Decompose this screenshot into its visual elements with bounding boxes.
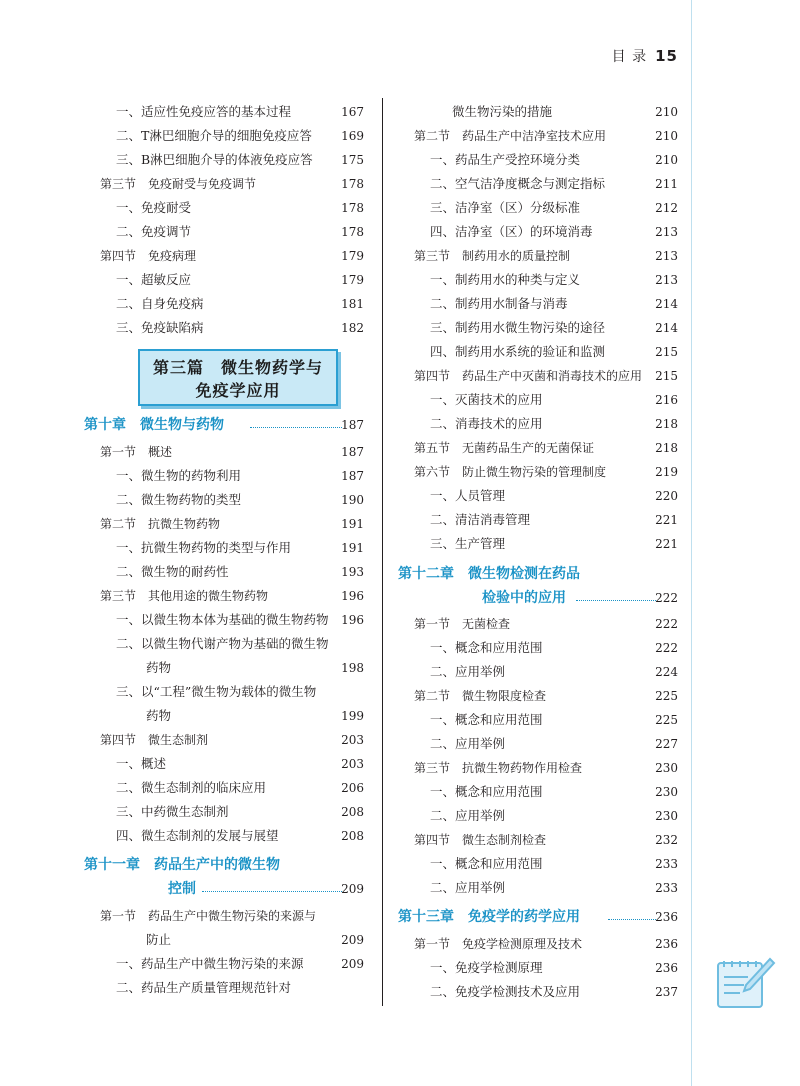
toc-entry-text: 药物 bbox=[146, 708, 172, 723]
running-header bbox=[612, 46, 678, 66]
toc-item-row[interactable] bbox=[414, 100, 678, 124]
toc-page-number: 210 bbox=[655, 105, 678, 119]
toc-item-row[interactable] bbox=[100, 680, 364, 704]
dot-leader bbox=[250, 427, 342, 428]
toc-entry-text: 三、免疫缺陷病 bbox=[116, 320, 204, 335]
toc-item-row[interactable] bbox=[414, 660, 678, 684]
toc-page-number: 193 bbox=[341, 565, 364, 579]
toc-section-row[interactable] bbox=[100, 584, 364, 608]
part-title-line2: 免疫学应用 bbox=[195, 381, 281, 400]
toc-item-row[interactable] bbox=[414, 172, 678, 196]
toc-entry-text: 二、应用举例 bbox=[430, 664, 506, 679]
toc-entry-text: 第二节 药品生产中洁净室技术应用 bbox=[414, 129, 607, 143]
toc-entry-text: 三、中药微生态制剂 bbox=[116, 804, 229, 819]
toc-entry-text: 第三节 制药用水的质量控制 bbox=[414, 249, 571, 263]
toc-item-row[interactable] bbox=[414, 956, 678, 980]
toc-page-number: 175 bbox=[341, 153, 364, 167]
dot-leader bbox=[576, 600, 656, 601]
toc-item-row[interactable] bbox=[100, 776, 364, 800]
toc-entry-text: 二、空气洁净度概念与测定指标 bbox=[430, 176, 606, 191]
toc-page-number: 191 bbox=[341, 541, 364, 555]
toc-entry-text: 第三节 抗微生物药物作用检查 bbox=[414, 761, 583, 775]
toc-entry-text: 二、清洁消毒管理 bbox=[430, 512, 531, 527]
toc-entry-text: 二、应用举例 bbox=[430, 736, 506, 751]
toc-entry-text: 第二节 抗微生物药物 bbox=[100, 517, 221, 531]
chapter-11-entry-line1[interactable] bbox=[84, 852, 364, 878]
toc-page-number: 182 bbox=[341, 321, 364, 335]
toc-section-row[interactable] bbox=[414, 828, 678, 852]
toc-page-number: 227 bbox=[655, 737, 678, 751]
chapter-13-title: 第十三章 免疫学的药学应用 bbox=[398, 909, 580, 925]
margin-rule bbox=[691, 0, 692, 1086]
toc-section-row[interactable] bbox=[414, 124, 678, 148]
toc-entry-text: 二、自身免疫病 bbox=[116, 296, 204, 311]
toc-item-row[interactable] bbox=[100, 752, 364, 776]
toc-section-row[interactable] bbox=[414, 244, 678, 268]
toc-entry-text: 第四节 微生态制剂 bbox=[100, 733, 209, 747]
toc-entry-text: 一、制药用水的种类与定义 bbox=[430, 272, 581, 287]
toc-entry-text: 三、生产管理 bbox=[430, 536, 506, 551]
toc-page-number: 225 bbox=[655, 689, 678, 703]
toc-entry-text: 二、T淋巴细胞介导的细胞免疫应答 bbox=[116, 128, 312, 143]
toc-entry-text: 第四节 免疫病理 bbox=[100, 249, 197, 263]
part-three-box bbox=[138, 349, 338, 406]
toc-entry-text: 一、免疫学检测原理 bbox=[430, 960, 543, 975]
toc-item-row[interactable] bbox=[100, 100, 364, 124]
toc-entry-text: 一、概念和应用范围 bbox=[430, 712, 543, 727]
toc-section-row[interactable] bbox=[100, 244, 364, 268]
toc-page-number: 211 bbox=[655, 177, 678, 191]
toc-item-row[interactable] bbox=[100, 632, 364, 656]
toc-section-row[interactable] bbox=[414, 436, 678, 460]
toc-page-number: 225 bbox=[655, 713, 678, 727]
chapter-11-entry-line2[interactable] bbox=[84, 876, 364, 902]
toc-entry-text: 三、洁净室（区）分级标准 bbox=[430, 200, 581, 215]
part-title-line1: 第三篇 微生物药学与 bbox=[152, 358, 323, 377]
toc-page-number: 196 bbox=[341, 613, 364, 627]
toc-section-row[interactable] bbox=[414, 460, 678, 484]
toc-entry-text: 二、药品生产质量管理规范针对 bbox=[116, 980, 292, 995]
toc-item-row[interactable] bbox=[100, 704, 364, 728]
toc-entry-text: 第四节 药品生产中灭菌和消毒技术的应用 bbox=[414, 369, 643, 383]
toc-item-row[interactable] bbox=[100, 488, 364, 512]
chapter-11-title-line2: 控制 bbox=[168, 881, 196, 897]
chapter-12-page: 222 bbox=[655, 591, 678, 605]
toc-item-row[interactable] bbox=[414, 804, 678, 828]
dot-leader bbox=[202, 891, 342, 892]
toc-entry-text: 第四节 微生态制剂检查 bbox=[414, 833, 547, 847]
toc-item-row[interactable] bbox=[100, 124, 364, 148]
toc-page-number: 230 bbox=[655, 785, 678, 799]
toc-item-row[interactable] bbox=[100, 220, 364, 244]
toc-entry-text: 二、制药用水制备与消毒 bbox=[430, 296, 568, 311]
toc-entry-text: 三、制药用水微生物污染的途径 bbox=[430, 320, 606, 335]
chapter-10-title: 第十章 微生物与药物 bbox=[84, 417, 224, 433]
toc-item-row[interactable] bbox=[414, 388, 678, 412]
toc-item-row[interactable] bbox=[414, 220, 678, 244]
toc-page-number: 215 bbox=[655, 345, 678, 359]
toc-entry-text: 一、以微生物本体为基础的微生物药物 bbox=[116, 612, 329, 627]
toc-page-number: 190 bbox=[341, 493, 364, 507]
toc-item-row[interactable] bbox=[414, 340, 678, 364]
toc-section-row[interactable] bbox=[414, 364, 678, 388]
toc-section-row[interactable] bbox=[414, 756, 678, 780]
toc-item-row[interactable] bbox=[414, 412, 678, 436]
toc-entry-text: 二、消毒技术的应用 bbox=[430, 416, 543, 431]
toc-page-number: 212 bbox=[655, 201, 678, 215]
toc-entry-text: 一、概述 bbox=[116, 756, 167, 771]
toc-entry-text: 第六节 防止微生物污染的管理制度 bbox=[414, 465, 607, 479]
toc-section-row[interactable] bbox=[100, 728, 364, 752]
toc-item-row[interactable] bbox=[100, 464, 364, 488]
toc-item-row[interactable] bbox=[100, 800, 364, 824]
toc-item-row[interactable] bbox=[100, 952, 364, 976]
toc-page-number: 187 bbox=[341, 469, 364, 483]
toc-section-row[interactable] bbox=[100, 904, 364, 928]
header-label: 目 录 bbox=[611, 49, 648, 65]
toc-item-row[interactable] bbox=[414, 268, 678, 292]
toc-page-number: 224 bbox=[655, 665, 678, 679]
toc-entry-text: 药物 bbox=[146, 660, 172, 675]
toc-page-number: 230 bbox=[655, 809, 678, 823]
toc-section-row[interactable] bbox=[100, 512, 364, 536]
toc-entry-text: 第一节 免疫学检测原理及技术 bbox=[414, 937, 583, 951]
toc-item-row[interactable] bbox=[100, 976, 364, 1000]
toc-entry-text: 第一节 概述 bbox=[100, 445, 173, 459]
toc-entry-text: 三、B淋巴细胞介导的体液免疫应答 bbox=[116, 152, 313, 167]
toc-item-row[interactable] bbox=[100, 824, 364, 848]
dot-leader bbox=[608, 919, 656, 920]
toc-entry-text: 一、药品生产中微生物污染的来源 bbox=[116, 956, 304, 971]
toc-item-row[interactable] bbox=[100, 656, 364, 680]
toc-item-row[interactable] bbox=[100, 316, 364, 340]
toc-page-number: 221 bbox=[655, 537, 678, 551]
toc-page-number: 236 bbox=[655, 961, 678, 975]
toc-page-number: 214 bbox=[655, 297, 678, 311]
toc-entry-text: 二、微生物药物的类型 bbox=[116, 492, 242, 507]
toc-item-row[interactable] bbox=[100, 536, 364, 560]
toc-page-number: 213 bbox=[655, 249, 678, 263]
toc-entry-text: 第二节 微生物限度检查 bbox=[414, 689, 547, 703]
toc-page-number: 233 bbox=[655, 857, 678, 871]
toc-page-number: 178 bbox=[341, 225, 364, 239]
toc-page-number: 203 bbox=[341, 757, 364, 771]
toc-page-number: 210 bbox=[655, 129, 678, 143]
toc-entry-text: 一、灭菌技术的应用 bbox=[430, 392, 543, 407]
toc-entry-text: 第三节 免疫耐受与免疫调节 bbox=[100, 177, 257, 191]
toc-entry-text: 一、药品生产受控环境分类 bbox=[430, 152, 581, 167]
toc-entry-text: 二、免疫学检测技术及应用 bbox=[430, 984, 581, 999]
toc-page-number: 196 bbox=[341, 589, 364, 603]
toc-entry-text: 二、微生态制剂的临床应用 bbox=[116, 780, 267, 795]
toc-page-number: 209 bbox=[341, 933, 364, 947]
toc-page-number: 178 bbox=[341, 201, 364, 215]
toc-item-row[interactable] bbox=[414, 484, 678, 508]
toc-entry-text: 防止 bbox=[146, 932, 172, 947]
toc-section-row[interactable] bbox=[100, 440, 364, 464]
toc-item-row[interactable] bbox=[414, 852, 678, 876]
toc-item-row[interactable] bbox=[414, 980, 678, 1004]
toc-page-number: 236 bbox=[655, 937, 678, 951]
toc-item-row[interactable] bbox=[414, 532, 678, 556]
toc-entry-text: 二、免疫调节 bbox=[116, 224, 192, 239]
toc-page-number: 198 bbox=[341, 661, 364, 675]
toc-entry-text: 二、微生物的耐药性 bbox=[116, 564, 229, 579]
toc-page-number: 169 bbox=[341, 129, 364, 143]
toc-page-number: 199 bbox=[341, 709, 364, 723]
toc-page-number: 178 bbox=[341, 177, 364, 191]
toc-page-number: 220 bbox=[655, 489, 678, 503]
chapter-13-page: 236 bbox=[655, 910, 678, 924]
toc-page-number: 222 bbox=[655, 617, 678, 631]
toc-section-row[interactable] bbox=[414, 932, 678, 956]
chapter-10-entry[interactable] bbox=[84, 412, 364, 438]
toc-entry-text: 第一节 药品生产中微生物污染的来源与 bbox=[100, 909, 317, 923]
toc-entry-text: 第三节 其他用途的微生物药物 bbox=[100, 589, 269, 603]
toc-entry-text: 二、应用举例 bbox=[430, 808, 506, 823]
toc-page-number: 222 bbox=[655, 641, 678, 655]
toc-item-row[interactable] bbox=[100, 560, 364, 584]
toc-entry-text: 四、洁净室（区）的环境消毒 bbox=[430, 224, 593, 239]
toc-page-number: 221 bbox=[655, 513, 678, 527]
toc-page-number: 187 bbox=[341, 445, 364, 459]
toc-item-row[interactable] bbox=[100, 928, 364, 952]
toc-section-row[interactable] bbox=[414, 612, 678, 636]
toc-item-row[interactable] bbox=[414, 196, 678, 220]
toc-entry-text: 三、以“工程”微生物为载体的微生物 bbox=[116, 684, 317, 699]
toc-page-number: 233 bbox=[655, 881, 678, 895]
toc-item-row[interactable] bbox=[414, 148, 678, 172]
chapter-12-entry-line2[interactable] bbox=[398, 585, 678, 611]
toc-page-number: 216 bbox=[655, 393, 678, 407]
toc-entry-text: 一、概念和应用范围 bbox=[430, 784, 543, 799]
toc-entry-text: 四、制药用水系统的验证和监测 bbox=[430, 344, 606, 359]
toc-section-row[interactable] bbox=[100, 172, 364, 196]
toc-item-row[interactable] bbox=[100, 268, 364, 292]
toc-entry-text: 第五节 无菌药品生产的无菌保证 bbox=[414, 441, 595, 455]
toc-entry-text: 一、概念和应用范围 bbox=[430, 640, 543, 655]
header-page-number: 15 bbox=[655, 47, 678, 65]
toc-page-number: 209 bbox=[341, 957, 364, 971]
notebook-pencil-icon bbox=[714, 955, 776, 1011]
toc-item-row[interactable] bbox=[100, 196, 364, 220]
toc-page-number: 232 bbox=[655, 833, 678, 847]
toc-page-number: 218 bbox=[655, 441, 678, 455]
chapter-11-title-line1: 第十一章 药品生产中的微生物 bbox=[84, 857, 280, 873]
toc-item-row[interactable] bbox=[100, 148, 364, 172]
chapter-12-title-line1: 第十二章 微生物检测在药品 bbox=[398, 566, 580, 582]
chapter-13-entry[interactable] bbox=[398, 904, 678, 930]
column-divider bbox=[382, 98, 383, 1006]
toc-page-number: 219 bbox=[655, 465, 678, 479]
toc-page-number: 181 bbox=[341, 297, 364, 311]
toc-entry-text: 一、抗微生物药物的类型与作用 bbox=[116, 540, 292, 555]
toc-page-number: 191 bbox=[341, 517, 364, 531]
toc-page-number: 213 bbox=[655, 273, 678, 287]
toc-page-number: 203 bbox=[341, 733, 364, 747]
toc-entry-text: 一、超敏反应 bbox=[116, 272, 192, 287]
toc-entry-text: 二、应用举例 bbox=[430, 880, 506, 895]
toc-item-row[interactable] bbox=[100, 292, 364, 316]
toc-entry-text: 一、免疫耐受 bbox=[116, 200, 192, 215]
toc-entry-text: 一、概念和应用范围 bbox=[430, 856, 543, 871]
toc-item-row[interactable] bbox=[414, 876, 678, 900]
toc-entry-text: 微生物污染的措施 bbox=[452, 104, 553, 119]
toc-page-number: 230 bbox=[655, 761, 678, 775]
chapter-12-entry-line1[interactable] bbox=[398, 561, 678, 587]
chapter-10-page: 187 bbox=[341, 418, 364, 432]
toc-item-row[interactable] bbox=[414, 508, 678, 532]
toc-item-row[interactable] bbox=[414, 636, 678, 660]
toc-entry-text: 第一节 无菌检查 bbox=[414, 617, 511, 631]
toc-page-number: 179 bbox=[341, 249, 364, 263]
toc-entry-text: 一、人员管理 bbox=[430, 488, 506, 503]
toc-page-number: 218 bbox=[655, 417, 678, 431]
toc-entry-text: 一、微生物的药物利用 bbox=[116, 468, 242, 483]
toc-section-row[interactable] bbox=[414, 684, 678, 708]
chapter-12-title-line2: 检验中的应用 bbox=[482, 590, 566, 606]
toc-item-row[interactable] bbox=[414, 780, 678, 804]
toc-page-number: 214 bbox=[655, 321, 678, 335]
toc-entry-text: 一、适应性免疫应答的基本过程 bbox=[116, 104, 292, 119]
toc-entry-text: 二、以微生物代谢产物为基础的微生物 bbox=[116, 636, 329, 651]
chapter-11-page: 209 bbox=[341, 882, 364, 896]
toc-page-number: 210 bbox=[655, 153, 678, 167]
toc-page-number: 206 bbox=[341, 781, 364, 795]
toc-page-number: 167 bbox=[341, 105, 364, 119]
toc-page-number: 215 bbox=[655, 369, 678, 383]
toc-item-row[interactable] bbox=[414, 732, 678, 756]
toc-item-row[interactable] bbox=[414, 292, 678, 316]
toc-page-number: 237 bbox=[655, 985, 678, 999]
toc-item-row[interactable] bbox=[414, 316, 678, 340]
toc-entry-text: 四、微生态制剂的发展与展望 bbox=[116, 828, 279, 843]
toc-page-number: 179 bbox=[341, 273, 364, 287]
toc-item-row[interactable] bbox=[100, 608, 364, 632]
toc-page-number: 213 bbox=[655, 225, 678, 239]
toc-page-number: 208 bbox=[341, 829, 364, 843]
toc-page-number: 208 bbox=[341, 805, 364, 819]
toc-item-row[interactable] bbox=[414, 708, 678, 732]
